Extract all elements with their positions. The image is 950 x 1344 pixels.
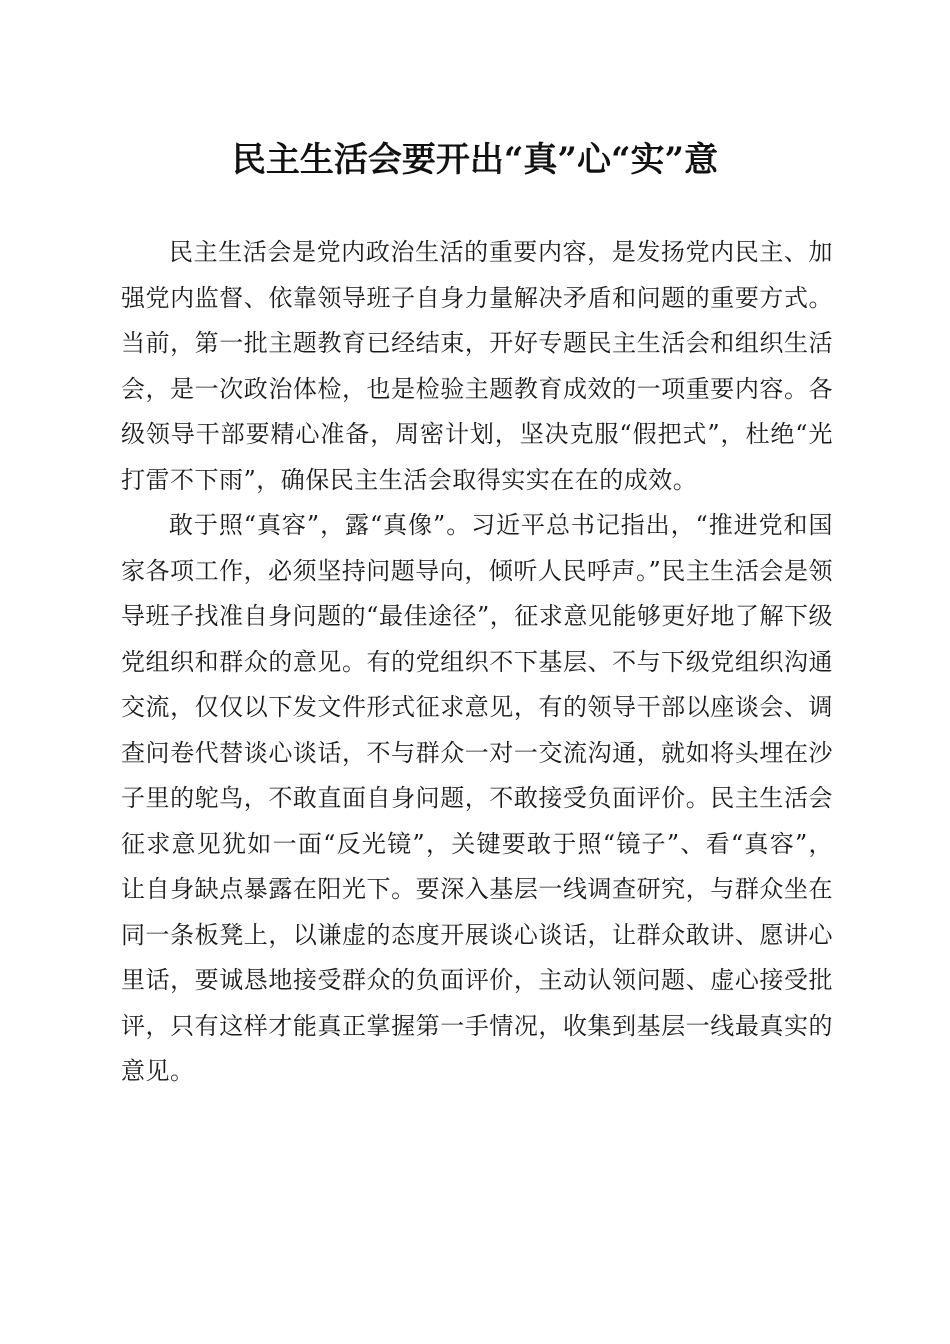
paragraph-section-one: 敢于照“真容”，露“真像”。习近平总书记指出，“推进党和国家各项工作，必须坚持问题导向，倾听人民呼声。”民主生活会是领导班子找准自身问题的“最佳途径”，征求意见能够更好地了解下级党组织和群众的意见。有的党组织不下基层、不与下级党组织沟通交流，仅仅以下发文件形式征求意见，有的领导干部以座谈会、调查问卷代替谈心谈话，不与群众一对一交流沟通，就如将头埋在沙子里的鸵鸟，不敢直面自身问题，不敢接受负面评价。民主生活会征求意见犹如一面“反光镜”，关键要敢于照“镜子”、看“真容”，让自身缺点暴露在阳光下。要深入基层一线调查研究，与群众坐在同一条板凳上，以谦虚的态度开展谈心谈话，让群众敢讲、愿讲心里话，要诚恳地接受群众的负面评价，主动认领问题、虚心接受批评，只有这样才能真正掌握第一手情况，收集到基层一线最真实的意见。 — [121, 511, 833, 1085]
document-title: 民主生活会要开出“真”心“实”意 — [231, 140, 719, 180]
paragraph-intro: 民主生活会是党内政治生活的重要内容，是发扬党内民主、加强党内监督、依靠领导班子自身力量解决矛盾和问题的重要方式。当前，第一批主题教育已经结束，开好专题民主生活会和组织生活会，是一次政治体检，也是检验主题教育成效的一项重要内容。各级领导干部要精心准备，周密计划，坚决克服“假把式”，杜绝“光打雷不下雨”，确保民主生活会取得实实在在的成效。 — [121, 238, 833, 494]
document-body — [121, 230, 833, 1095]
